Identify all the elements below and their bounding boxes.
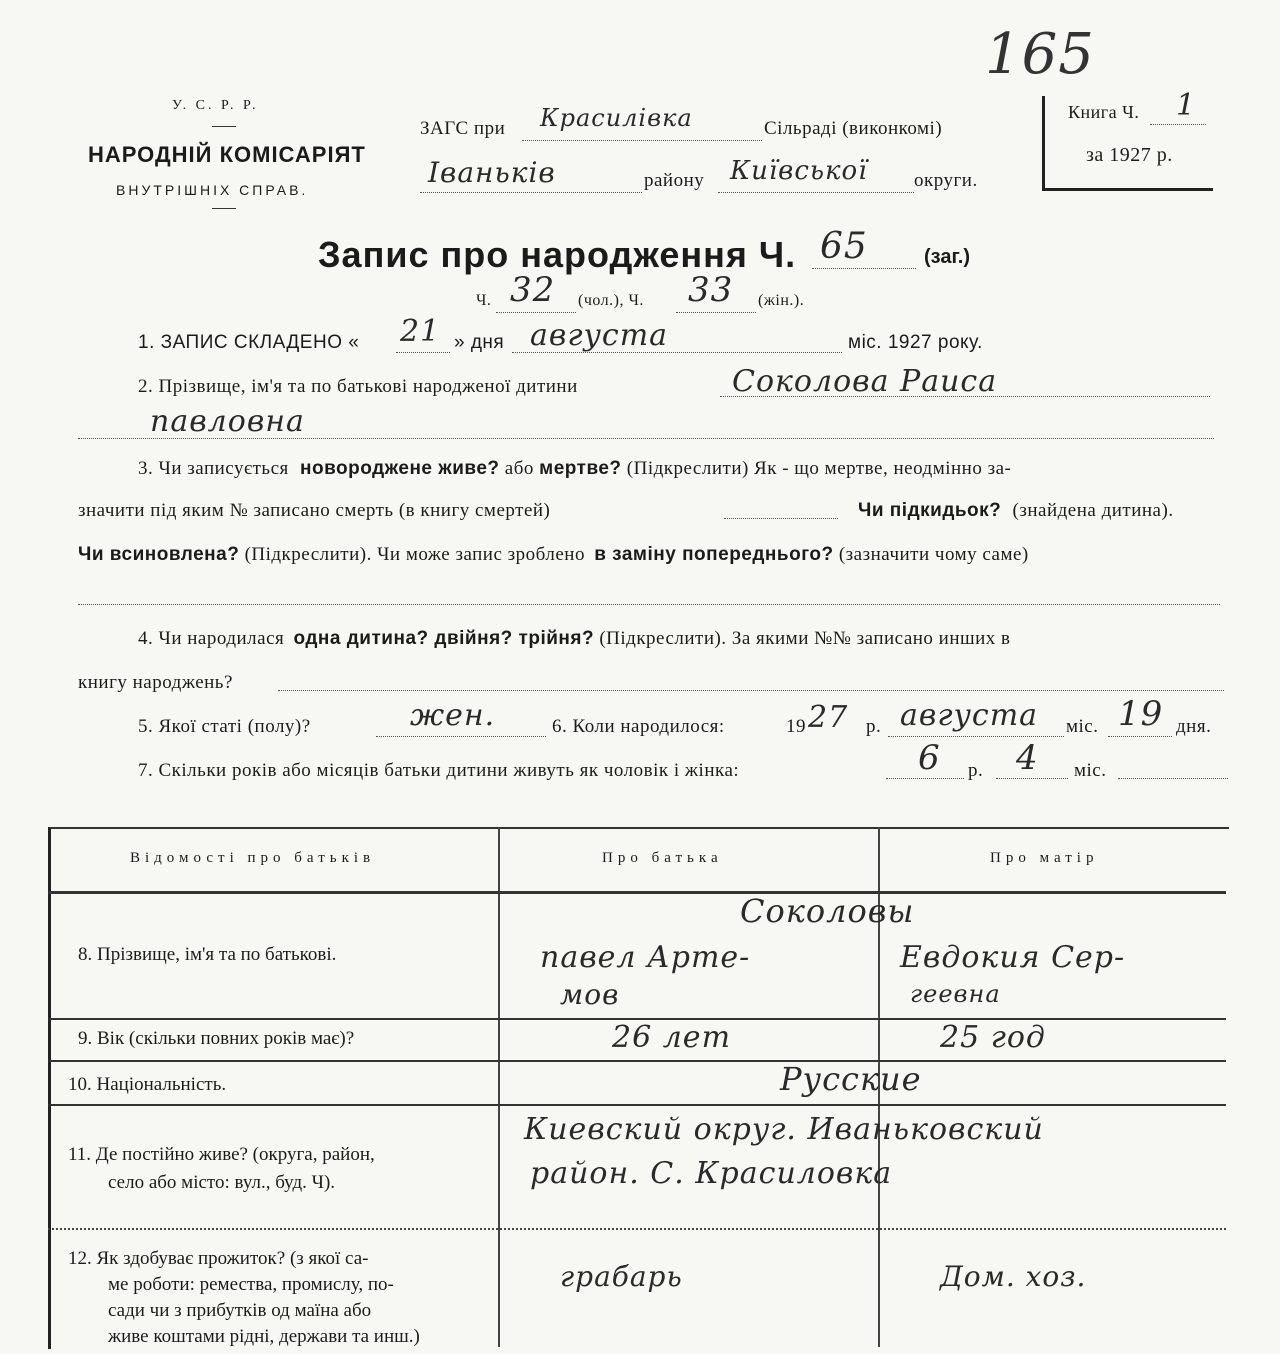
zags-suffix: Сільраді (виконкомі)	[764, 118, 943, 139]
row8-father2-handwritten: мов	[560, 978, 620, 1011]
item3-l1d: мертве?	[539, 458, 622, 479]
female-number-handwritten: 33	[688, 270, 734, 310]
item2-text: 2. Прізвище, ім'я та по батькові народженої дитини	[138, 376, 578, 397]
row9-father-handwritten: 26 лет	[612, 1020, 732, 1055]
item2-line	[720, 396, 1210, 397]
item3-line3	[78, 544, 1029, 566]
item1-suffix: міс. 1927 року.	[848, 332, 983, 353]
row8-shared-handwritten: Соколовы	[740, 892, 915, 930]
item4-l1c: (Підкреслити). За якими №№ записано инших в	[599, 628, 1011, 649]
item6-day-line	[1108, 736, 1172, 737]
item1-day-handwritten: 21	[400, 314, 441, 349]
item1-day-line	[396, 352, 450, 353]
district-handwritten: Іваньків	[428, 156, 556, 189]
item6-mis: міс.	[1066, 716, 1099, 737]
row8-mother2-handwritten: геевна	[910, 980, 1001, 1008]
district-label: району	[644, 170, 705, 191]
item3-l3a: Чи всиновлена?	[78, 544, 240, 565]
item5-sex-handwritten: жен.	[410, 698, 496, 733]
item4-l1a: 4. Чи народилася	[138, 628, 285, 649]
female-number-line	[676, 312, 756, 313]
row10-line	[48, 1104, 1226, 1106]
item7-r: р.	[968, 760, 984, 781]
district-line	[420, 192, 642, 193]
item3-l3c: в заміну попереднього?	[594, 544, 834, 565]
item3-l1b: новороджене живе?	[300, 458, 500, 479]
item7-text: 7. Скільки років або місяців батьки дитини живуть як чоловік і жінка:	[138, 760, 740, 781]
record-title-suffix: (заг.)	[924, 246, 971, 268]
row12-label-1: 12. Як здобуває прожиток? (з якої са-	[68, 1248, 369, 1269]
row11-label-1: 11. Де постійно живе? (округа, район,	[68, 1144, 375, 1165]
item5-text: 5. Якої статі (полу)?	[138, 716, 311, 737]
header-divider	[212, 126, 236, 127]
row11-line	[48, 1228, 1226, 1230]
male-number-line	[496, 312, 576, 313]
item4-l2: книгу народжень?	[78, 672, 233, 693]
village-line	[522, 140, 762, 141]
item7-mis: міс.	[1074, 760, 1107, 781]
item4-line	[278, 690, 1224, 691]
row9-mother-handwritten: 25 год	[940, 1020, 1046, 1055]
row12-label-3: сади чи з прибутків од маїна або	[108, 1300, 372, 1321]
item6-text: 6. Коли народилося:	[552, 716, 725, 737]
item3-l1e: (Підкреслити) Як - що мертве, неодмінно за-	[626, 458, 1012, 479]
table-header-mother: Про матір	[990, 850, 1099, 866]
table-header-father: Про батька	[602, 850, 723, 866]
row12-father-handwritten: грабарь	[560, 1260, 683, 1293]
item6-r: р.	[866, 716, 882, 737]
item7-tail-line	[1118, 778, 1228, 779]
item6-dnya: дня.	[1176, 716, 1212, 737]
table-header-line	[48, 891, 1226, 894]
item1-month-handwritten: августа	[530, 318, 669, 353]
book-number-handwritten: 1	[1176, 88, 1197, 123]
row10-shared-handwritten: Русские	[780, 1060, 922, 1098]
row11-shared-handwritten: Киевский округ. Иваньковский	[524, 1112, 1044, 1147]
item1-prefix: 1. ЗАПИС СКЛАДЕНО «	[138, 332, 360, 353]
row9-label: 9. Вік (скільки повних років має)?	[78, 1028, 355, 1049]
okrug-handwritten: Київської	[730, 156, 868, 186]
item6-year-prefix: 19	[786, 716, 806, 737]
archive-number: 165	[985, 22, 1095, 87]
item3-line2-right	[858, 500, 1174, 522]
item7-years-line	[886, 778, 964, 779]
item2-line-2	[78, 438, 1214, 439]
item3-empty-line	[78, 604, 1220, 605]
male-number-handwritten: 32	[510, 270, 556, 310]
item2-name-handwritten: Соколова Раиса	[732, 364, 998, 399]
item6-year-handwritten: 27	[808, 700, 849, 735]
record-number-line	[812, 268, 916, 269]
okrug-label: округи.	[914, 170, 978, 191]
item3-death-line	[724, 518, 838, 519]
item7-months-line	[996, 778, 1068, 779]
item3-l3b: (Підкреслити). Чи може запис зроблено	[244, 544, 585, 565]
item3-l2b: Чи підкидьок?	[858, 500, 1002, 521]
item2-name2-handwritten: павловна	[150, 404, 305, 439]
zags-prefix: ЗАГС при	[420, 118, 506, 139]
row10-label: 10. Національність.	[68, 1074, 227, 1095]
ussr-header: У. С. Р. Р.	[172, 98, 259, 113]
item3-l3d: (зазначити чому саме)	[838, 544, 1029, 565]
book-label: Книга Ч.	[1068, 102, 1140, 122]
item6-month-handwritten: августа	[900, 698, 1039, 733]
item1-month-line	[512, 352, 842, 353]
item3-l2c: (знайдена дитина).	[1012, 500, 1174, 521]
item1-mid: » дня	[454, 332, 505, 353]
book-year: за 1927 р.	[1086, 144, 1173, 166]
okrug-line	[718, 192, 914, 193]
item3-l1c: або	[504, 458, 534, 479]
record-number-handwritten: 65	[820, 226, 868, 267]
subtitle-female-label: (жін.).	[758, 292, 805, 309]
row11-shared2-handwritten: район. С. Красиловка	[530, 1156, 893, 1191]
subtitle-male-label: (чол.), Ч.	[578, 292, 644, 309]
row12-mother-handwritten: Дом. хоз.	[940, 1260, 1087, 1293]
item4-line1	[138, 628, 1011, 650]
record-title: Запис про народження Ч.	[318, 234, 797, 275]
item3-line1	[138, 458, 1011, 480]
item5-line	[376, 736, 546, 737]
row12-label-4: живе коштами рідні, держави та инш.)	[108, 1326, 420, 1347]
table-header-info: Відомості про батьків	[130, 850, 376, 866]
row8-father-handwritten: павел Арте-	[540, 940, 751, 975]
item6-day-handwritten: 19	[1118, 694, 1164, 734]
header-divider-2	[212, 208, 236, 209]
item3-l1a: 3. Чи записується	[138, 458, 289, 479]
row11-label-2: село або місто: вул., буд. Ч).	[108, 1172, 336, 1193]
item4-l1b: одна дитина? двійня? трійня?	[293, 628, 595, 649]
internal-affairs: ВНУТРІШНІХ СПРАВ.	[116, 182, 309, 198]
row12-label-2: ме роботи: ремества, промислу, по-	[108, 1274, 394, 1295]
table-col-divider-1	[498, 827, 500, 1347]
item7-years-handwritten: 6	[918, 738, 941, 778]
item3-l2a: значити під яким № записано смерть (в книгу смертей)	[78, 500, 551, 521]
commissariat-title: НАРОДНІЙ КОМІСАРІЯТ	[88, 142, 366, 167]
item7-months-handwritten: 4	[1016, 738, 1039, 778]
item6-month-line	[888, 736, 1064, 737]
book-number-line	[1150, 124, 1206, 125]
row9-line	[48, 1060, 1226, 1062]
subtitle-ch1: Ч.	[476, 292, 492, 309]
row8-label: 8. Прізвище, ім'я та по батькові.	[78, 944, 337, 965]
village-handwritten: Красилівка	[540, 104, 693, 132]
row8-mother-handwritten: Евдокия Сер-	[900, 940, 1126, 975]
